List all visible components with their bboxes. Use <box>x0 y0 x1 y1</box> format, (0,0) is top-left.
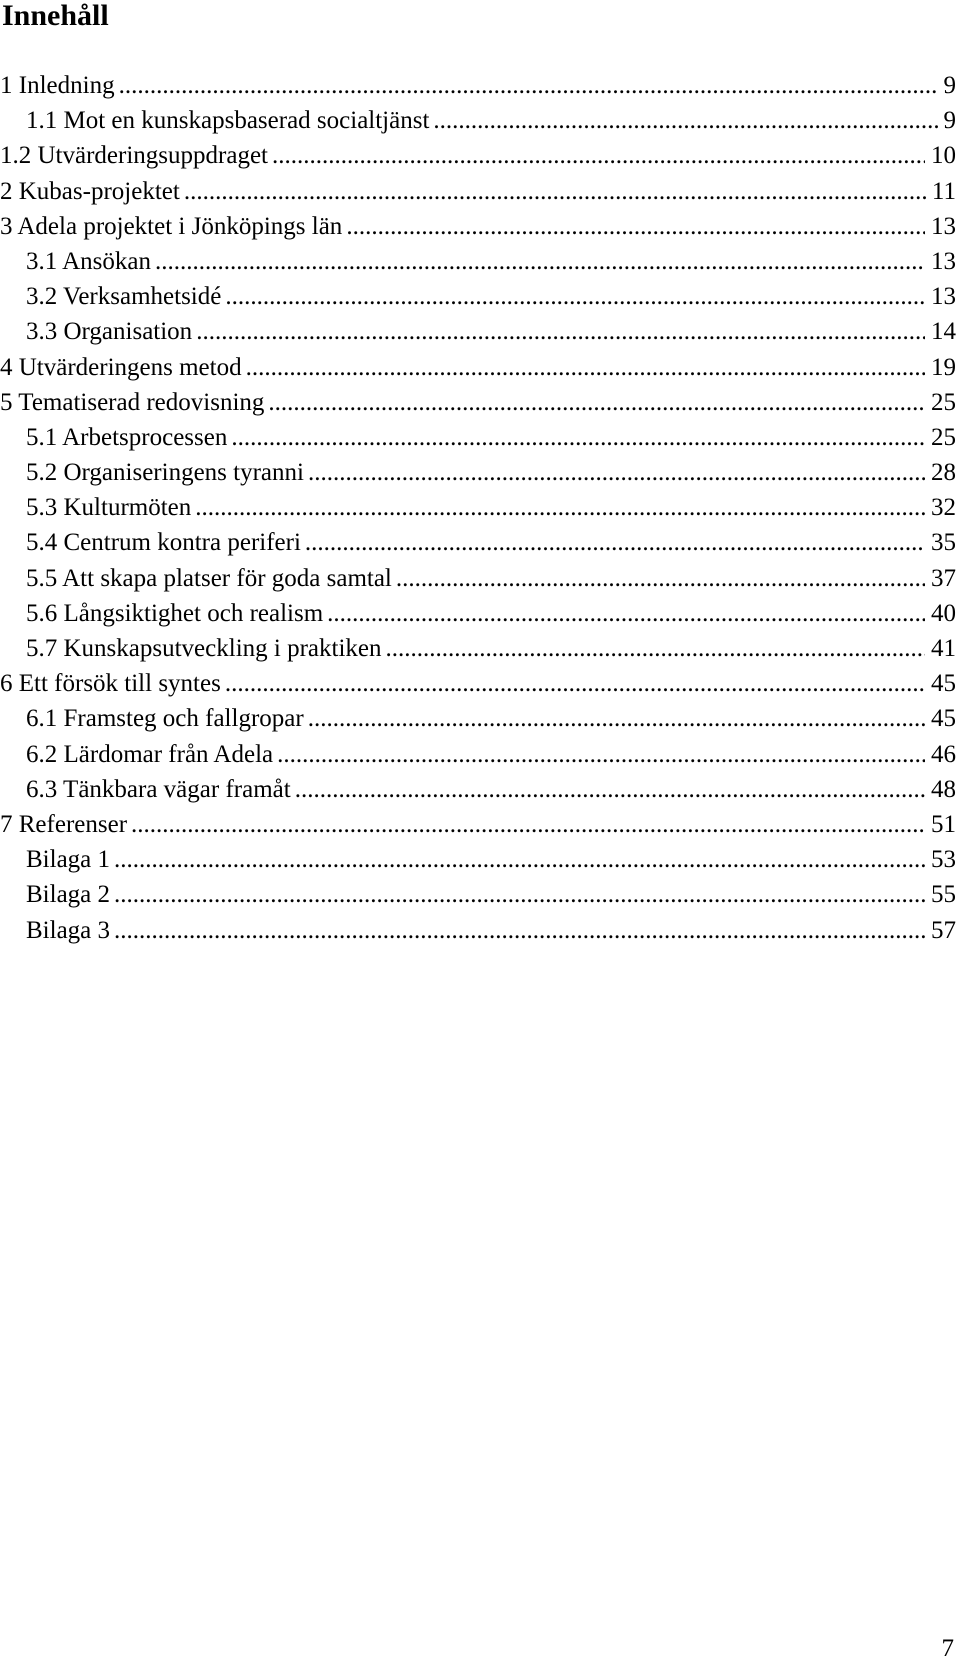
toc-entry-label: Bilaga 3 <box>26 916 111 944</box>
toc-entry-label: 7 Referenser <box>0 810 128 838</box>
toc-entry[interactable] <box>0 68 956 103</box>
toc-entry-label: 5.5 Att skapa platser för goda samtal <box>26 564 392 592</box>
toc-entry[interactable] <box>0 807 956 842</box>
dot-leader <box>155 244 925 279</box>
dot-leader <box>114 877 925 912</box>
toc-entry[interactable] <box>0 701 956 736</box>
toc-entry-page: 13 <box>931 283 956 311</box>
toc-entry-page: 40 <box>931 599 956 627</box>
toc-entry[interactable] <box>0 772 956 807</box>
toc-entry[interactable] <box>0 596 956 631</box>
toc-entry-page: 55 <box>931 881 956 909</box>
toc-entry-label: 5.3 Kulturmöten <box>26 494 192 522</box>
toc-entry[interactable] <box>0 737 956 772</box>
dot-leader <box>268 385 925 420</box>
toc-entry[interactable] <box>0 103 956 138</box>
dot-leader <box>246 350 925 385</box>
toc-entry-page: 45 <box>931 670 956 698</box>
toc-entry[interactable] <box>0 209 956 244</box>
dot-leader <box>195 490 925 525</box>
toc-entry-page: 28 <box>931 459 956 487</box>
toc-entry-page: 25 <box>931 423 956 451</box>
dot-leader <box>346 209 925 244</box>
toc-entry-page: 14 <box>931 318 956 346</box>
toc-entry-label: 5.1 Arbetsprocessen <box>26 423 228 451</box>
dot-leader <box>433 103 937 138</box>
toc-entry[interactable] <box>0 842 956 877</box>
toc-entry-page: 51 <box>931 810 956 838</box>
toc-entry-page: 45 <box>931 705 956 733</box>
toc-entry[interactable] <box>0 525 956 560</box>
dot-leader <box>114 913 925 948</box>
dot-leader <box>396 561 925 596</box>
toc-entry-page: 9 <box>943 72 956 99</box>
toc-entry-label: 6 Ett försök till syntes <box>0 670 221 698</box>
toc-entry-label: 5 Tematiserad redovisning <box>0 388 265 416</box>
toc-entry[interactable] <box>0 314 956 349</box>
toc-entry[interactable] <box>0 138 956 173</box>
dot-leader <box>131 807 925 842</box>
toc-entry-label: 2 Kubas-projektet <box>0 177 180 205</box>
toc-entry-page: 32 <box>931 494 956 522</box>
dot-leader <box>225 279 925 314</box>
toc-entry-page: 57 <box>931 916 956 944</box>
toc-entry-label: 1.1 Mot en kunskapsbaserad socialtjänst <box>26 107 430 135</box>
toc-entry[interactable] <box>0 385 956 420</box>
toc-entry-label: 6.1 Framsteg och fallgropar <box>26 705 304 733</box>
toc-entry-page: 13 <box>931 247 956 275</box>
toc-entry-page: 48 <box>931 775 956 803</box>
toc-entry[interactable] <box>0 244 956 279</box>
toc-entry[interactable] <box>0 174 956 209</box>
toc-entry-page: 41 <box>931 635 956 662</box>
dot-leader <box>184 174 926 209</box>
dot-leader <box>277 737 925 772</box>
toc-entry[interactable] <box>0 490 956 525</box>
toc-entry-label: 5.7 Kunskapsutveckling i praktiken <box>26 635 382 662</box>
table-of-contents <box>0 68 956 948</box>
toc-entry-page: 9 <box>943 107 956 135</box>
toc-entry-label: 3.2 Verksamhetsidé <box>26 283 222 311</box>
page-title: Innehåll <box>2 0 109 32</box>
toc-entry[interactable] <box>0 913 956 948</box>
dot-leader <box>327 596 925 631</box>
dot-leader <box>196 314 925 349</box>
toc-entry[interactable] <box>0 279 956 314</box>
dot-leader <box>295 772 925 807</box>
toc-entry[interactable] <box>0 561 956 596</box>
toc-entry-label: 6.3 Tänkbara vägar framåt <box>26 775 291 803</box>
toc-entry-label: 4 Utvärderingens metod <box>0 353 242 381</box>
dot-leader <box>308 701 925 736</box>
toc-entry-page: 37 <box>931 564 956 592</box>
dot-leader <box>308 455 925 490</box>
toc-entry-page: 11 <box>931 177 956 205</box>
toc-entry-label: 5.4 Centrum kontra periferi <box>26 529 301 557</box>
page-number: 7 <box>941 1635 954 1662</box>
toc-entry-label: 3 Adela projektet i Jönköpings län <box>0 212 343 240</box>
toc-entry-label: 3.1 Ansökan <box>26 247 151 275</box>
dot-leader <box>114 842 925 877</box>
dot-leader <box>305 525 925 560</box>
toc-entry-label: Bilaga 1 <box>26 846 111 874</box>
toc-entry[interactable] <box>0 666 956 701</box>
dot-leader <box>386 631 926 666</box>
dot-leader <box>119 68 938 103</box>
toc-entry-label: 6.2 Lärdomar från Adela <box>26 740 274 768</box>
toc-entry-page: 53 <box>931 846 956 874</box>
toc-entry-page: 25 <box>931 388 956 416</box>
toc-entry-label: 1.2 Utvärderingsuppdraget <box>0 142 268 170</box>
toc-entry-page: 46 <box>931 740 956 768</box>
toc-entry[interactable] <box>0 420 956 455</box>
toc-entry-label: 1 Inledning <box>0 72 115 99</box>
toc-entry-page: 10 <box>931 142 956 170</box>
dot-leader <box>272 138 925 173</box>
toc-entry[interactable] <box>0 631 956 666</box>
toc-entry[interactable] <box>0 350 956 385</box>
toc-entry-label: 5.2 Organiseringens tyranni <box>26 459 304 487</box>
dot-leader <box>225 666 925 701</box>
toc-entry-page: 35 <box>931 529 956 557</box>
toc-entry-label: 3.3 Organisation <box>26 318 193 346</box>
toc-entry-page: 13 <box>931 212 956 240</box>
dot-leader <box>231 420 925 455</box>
toc-entry-label: Bilaga 2 <box>26 881 111 909</box>
toc-entry-label: 5.6 Långsiktighet och realism <box>26 599 324 627</box>
toc-entry-page: 19 <box>931 353 956 381</box>
toc-entry[interactable] <box>0 877 956 912</box>
toc-entry[interactable] <box>0 455 956 490</box>
